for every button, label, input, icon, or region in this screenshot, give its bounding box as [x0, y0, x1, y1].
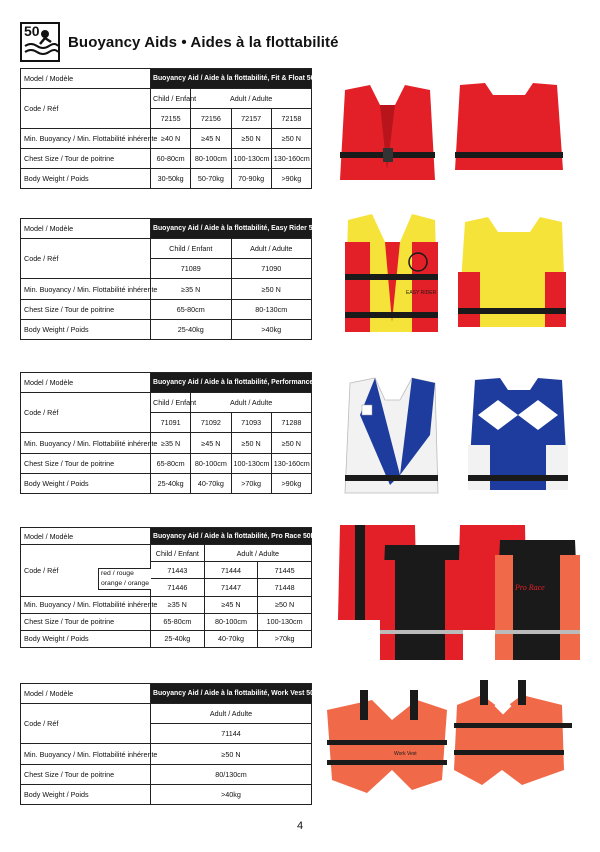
code-cell: 71092 [191, 413, 231, 433]
buoyancy-cell: ≥50 N [231, 279, 312, 299]
code-cell: 72158 [271, 109, 311, 129]
code-cell: 71089 [151, 259, 232, 279]
weight-label: Body Weight / Poids [21, 169, 151, 189]
weight-label: Body Weight / Poids [21, 319, 151, 339]
chest-cell: 100-130cm [258, 613, 312, 630]
code-cell: 71443 [151, 562, 205, 579]
table-row [21, 89, 312, 109]
model-label: Model / Modèle [21, 219, 151, 239]
table-row [21, 453, 312, 473]
logo-number: 50 [24, 23, 40, 39]
chest-label: Chest Size / Tour de poitrine [21, 613, 151, 630]
color-label-orange: orange / orange [98, 579, 151, 590]
weight-cell: 25-40kg [151, 473, 191, 493]
pro-race-print: Pro Race [515, 583, 545, 592]
code-label: Code / Réf [21, 704, 151, 744]
code-label: Code / Réf [21, 393, 151, 433]
weight-cell: 25-40kg [151, 319, 232, 339]
weight-label: Body Weight / Poids [21, 473, 151, 493]
model-name: Buoyancy Aid / Aide à la flottabilité, Work Vest 50N [151, 684, 312, 704]
table-row [21, 69, 312, 89]
table-row [21, 149, 312, 169]
size-group-label: Child / Enfant [151, 89, 191, 109]
buoyancy-cell: ≥50 N [271, 129, 311, 149]
weight-cell: 40-70kg [204, 630, 258, 647]
weight-cell: 30-50kg [151, 169, 191, 189]
buoyancy-cell: ≥50 N [151, 744, 312, 764]
size-group-label: Child / Enfant [151, 239, 232, 259]
code-cell: 72157 [231, 109, 271, 129]
buoyancy-cell: ≥35 N [151, 433, 191, 453]
buoyancy-label: Min. Buoyancy / Min. Flottabilité inhérente [21, 279, 151, 299]
chest-cell: 60-80cm [151, 149, 191, 169]
spec-table-performance [20, 372, 328, 494]
code-cell: 71447 [204, 579, 258, 596]
spec-table-pro-race [20, 527, 316, 648]
code-cell: 72155 [151, 109, 191, 129]
code-label: Code / Réf [21, 89, 151, 129]
chest-cell: 65-80cm [151, 299, 232, 319]
table-row [21, 319, 312, 339]
spec-table-easy-rider [20, 218, 322, 340]
work-vest-image [322, 675, 582, 805]
model-name: Buoyancy Aid / Aide à la flottabilité, Performance 50N [151, 373, 312, 393]
chest-cell: 80-100cm [191, 149, 231, 169]
size-group-label: Child / Enfant [151, 393, 191, 413]
buoyancy-label: Min. Buoyancy / Min. Flottabilité inhérente [21, 596, 151, 613]
table-row [21, 373, 312, 393]
code-label: Code / Réf [21, 239, 151, 279]
buoyancy-label: Min. Buoyancy / Min. Flottabilité inhérente [21, 433, 151, 453]
size-group-label: Adult / Adulte [204, 545, 311, 562]
work-vest-print: Work Vest [394, 751, 417, 757]
table-row [21, 528, 312, 545]
chest-cell: 130-160cm [271, 453, 311, 473]
code-cell: 71090 [231, 259, 312, 279]
weight-cell: >70kg [258, 630, 312, 647]
weight-cell: 50-70kg [191, 169, 231, 189]
chest-cell: 80-130cm [231, 299, 312, 319]
table-row [21, 744, 312, 764]
chest-label: Chest Size / Tour de poitrine [21, 453, 151, 473]
buoyancy-cell: ≥50 N [271, 433, 311, 453]
table-row [21, 129, 312, 149]
size-group-label: Adult / Adulte [151, 704, 312, 724]
buoyancy-cell: ≥35 N [151, 596, 205, 613]
buoyancy-cell: ≥35 N [151, 279, 232, 299]
pro-race-vest-image [335, 520, 590, 665]
code-cell: 71144 [151, 724, 312, 744]
weight-cell: 40-70kg [191, 473, 231, 493]
code-cell: 71448 [258, 579, 312, 596]
chest-cell: 100-130cm [231, 149, 271, 169]
buoyancy-cell: ≥50 N [231, 433, 271, 453]
page-title: Buoyancy Aids • Aides à la flottabilité [68, 33, 339, 51]
chest-cell: 80-100cm [191, 453, 231, 473]
buoyancy-50-logo [20, 22, 60, 62]
size-group-label: Adult / Adulte [191, 393, 312, 413]
code-cell: 71288 [271, 413, 311, 433]
table-row [21, 433, 312, 453]
table-row [21, 169, 312, 189]
chest-label: Chest Size / Tour de poitrine [21, 299, 151, 319]
weight-label: Body Weight / Poids [21, 630, 151, 647]
weight-cell: >40kg [231, 319, 312, 339]
buoyancy-cell: ≥45 N [191, 129, 231, 149]
performance-vest-image [340, 375, 590, 500]
table-row [21, 219, 312, 239]
model-name: Buoyancy Aid / Aide à la flottabilité, Easy Rider 50N [151, 219, 312, 239]
size-group-label: Adult / Adulte [191, 89, 312, 109]
spec-table-work-vest [20, 683, 319, 805]
table-row [21, 613, 312, 630]
table-row [21, 473, 312, 493]
size-group-label: Adult / Adulte [231, 239, 312, 259]
model-label: Model / Modèle [21, 528, 151, 545]
code-cell: 72156 [191, 109, 231, 129]
weight-cell: >70kg [231, 473, 271, 493]
model-name: Buoyancy Aid / Aide à la flottabilité, Pro Race 50N [151, 528, 312, 545]
table-row [21, 239, 312, 259]
color-label-red: red / rouge [98, 568, 151, 580]
chest-cell: 80/130cm [151, 764, 312, 784]
code-cell: 71446 [151, 579, 205, 596]
chest-label: Chest Size / Tour de poitrine [21, 149, 151, 169]
table-row [21, 764, 312, 784]
buoyancy-cell: ≥45 N [191, 433, 231, 453]
code-cell: 71093 [231, 413, 271, 433]
chest-cell: 65-80cm [151, 613, 205, 630]
table-row [21, 704, 312, 724]
easy-rider-print: EASY RIDER [406, 290, 437, 296]
table-row [21, 596, 312, 613]
weight-cell: 70-90kg [231, 169, 271, 189]
code-label: Code / Réf [21, 545, 151, 596]
weight-cell: >40kg [151, 784, 312, 804]
chest-label: Chest Size / Tour de poitrine [21, 764, 151, 784]
table-row [21, 545, 312, 562]
code-cell: 71444 [204, 562, 258, 579]
page-number: 4 [296, 820, 304, 832]
chest-cell: 130-160cm [271, 149, 311, 169]
weight-label: Body Weight / Poids [21, 784, 151, 804]
code-cell: 71445 [258, 562, 312, 579]
chest-cell: 100-130cm [231, 453, 271, 473]
chest-cell: 65-80cm [151, 453, 191, 473]
easy-rider-vest-image [340, 212, 590, 340]
weight-cell: >90kg [271, 473, 311, 493]
table-row [21, 630, 312, 647]
size-group-label: Child / Enfant [151, 545, 205, 562]
page-header [20, 20, 339, 64]
model-label: Model / Modèle [21, 69, 151, 89]
table-row [21, 784, 312, 804]
model-label: Model / Modèle [21, 373, 151, 393]
model-label: Model / Modèle [21, 684, 151, 704]
fit-float-vest-image [335, 80, 585, 190]
model-name: Buoyancy Aid / Aide à la flottabilité, Fit & Float 50N [151, 69, 312, 89]
code-cell: 71091 [151, 413, 191, 433]
weight-cell: >90kg [271, 169, 311, 189]
buoyancy-cell: ≥50 N [258, 596, 312, 613]
table-row [21, 393, 312, 413]
table-row [21, 299, 312, 319]
buoyancy-cell: ≥45 N [204, 596, 258, 613]
buoyancy-label: Min. Buoyancy / Min. Flottabilité inhérente [21, 129, 151, 149]
spec-table-fit-float [20, 68, 320, 189]
weight-cell: 25-40kg [151, 630, 205, 647]
buoyancy-label: Min. Buoyancy / Min. Flottabilité inhérente [21, 744, 151, 764]
table-row [21, 279, 312, 299]
buoyancy-cell: ≥40 N [151, 129, 191, 149]
chest-cell: 80-100cm [204, 613, 258, 630]
table-row [21, 684, 312, 704]
buoyancy-cell: ≥50 N [231, 129, 271, 149]
